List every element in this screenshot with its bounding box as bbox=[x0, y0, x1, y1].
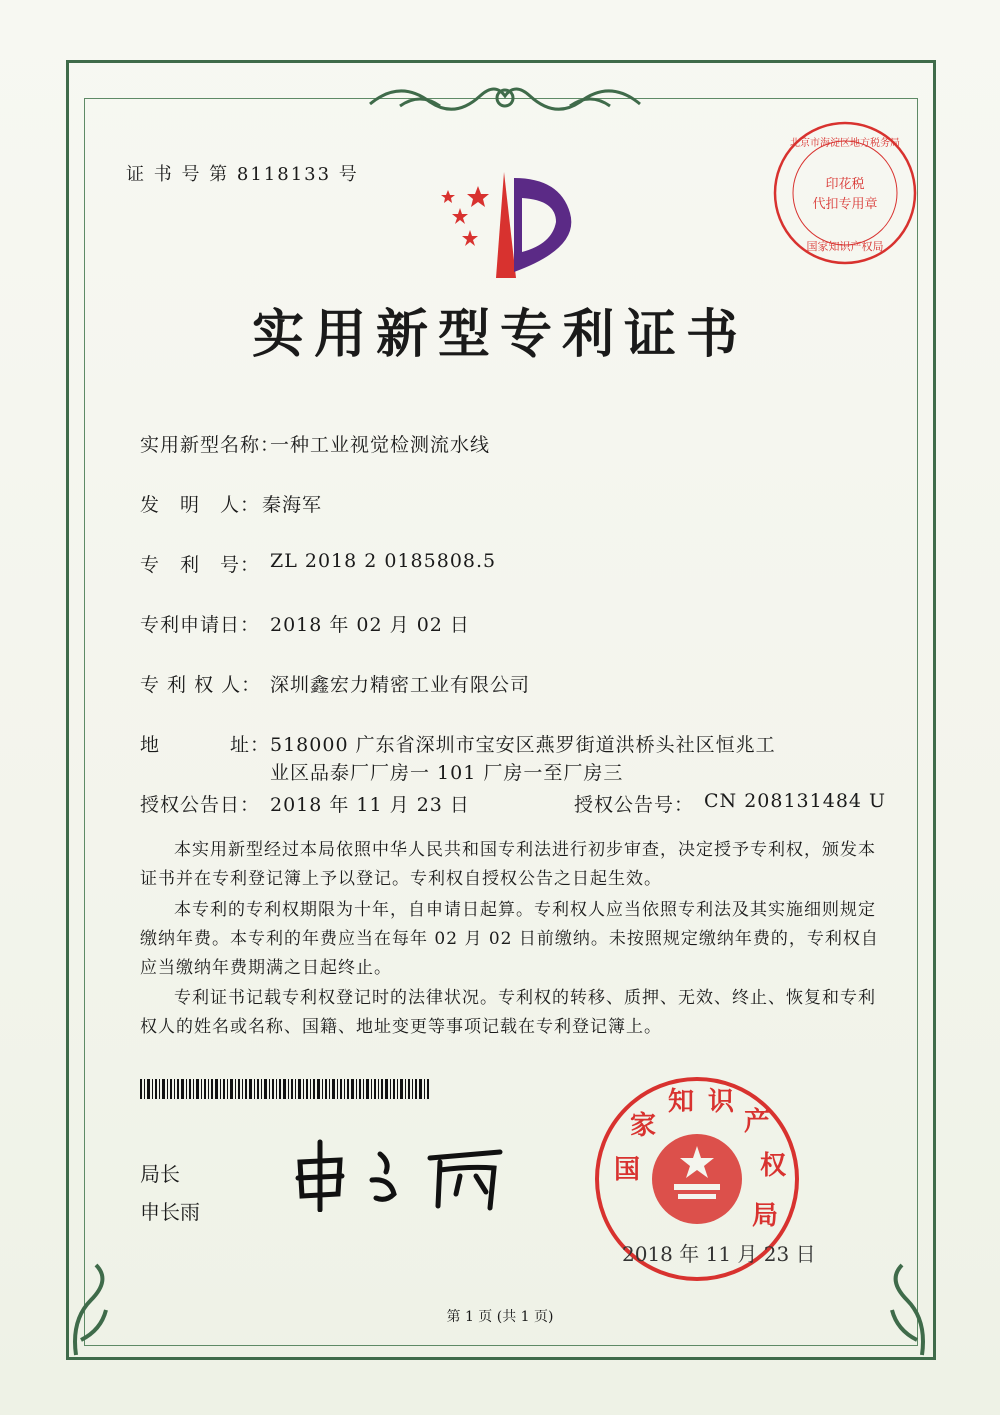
tax-stamp bbox=[770, 118, 920, 268]
svg-text:局: 局 bbox=[752, 1201, 779, 1231]
svg-text:家: 家 bbox=[630, 1111, 657, 1141]
inventor-value: 秦海军 bbox=[262, 494, 323, 516]
grant-number-value: CN 208131484 U bbox=[704, 790, 887, 812]
certificate-number: 证 书 号 第 8118133 号 bbox=[126, 164, 359, 185]
svg-text:国: 国 bbox=[614, 1155, 641, 1185]
barcode bbox=[140, 1079, 430, 1099]
apply-date-label: 专利申请日： bbox=[140, 614, 261, 636]
page-footer: 第 1 页 (共 1 页) bbox=[446, 1309, 554, 1325]
address-line-2: 业区品泰厂厂房一 101 厂房一至厂房三 bbox=[270, 762, 624, 784]
svg-text:权: 权 bbox=[760, 1151, 787, 1181]
stamp-inner-2: 代扣专用章 bbox=[812, 197, 878, 212]
body-paragraph-1: 本实用新型经过本局依照中华人民共和国专利法进行初步审查，决定授予专利权，颁发本证书并在专利登记簿上予以登记。专利权自授权公告之日起生效。 bbox=[140, 840, 876, 889]
stamp-bottom-text: 国家知识产权局 bbox=[806, 240, 884, 253]
body-paragraph-2: 本专利的专利权期限为十年，自申请日起算。专利权人应当依照专利法及其实施细则规定缴纳年费。本专利的年费应当在每年 02 月 02 日前缴纳。未按照规定缴纳年费的，专利权自应当缴纳年费期满之日起终止。 bbox=[140, 900, 879, 978]
stamp-ring-text: 北京市海淀区地方税务局 bbox=[790, 138, 900, 149]
grant-date-label: 授权公告日： bbox=[140, 794, 261, 816]
holder-value: 深圳鑫宏力精密工业有限公司 bbox=[270, 674, 531, 696]
body-paragraph-3: 专利证书记载专利权登记时的法律状况。专利权的转移、质押、无效、终止、恢复和专利权人的姓名或名称、国籍、地址变更等事项记载在专利登记簿上。 bbox=[140, 988, 876, 1037]
holder-label: 专 利 权 人： bbox=[140, 674, 262, 696]
inventor-label: 发 明 人： bbox=[140, 494, 261, 516]
director-name: 申长雨 bbox=[140, 1200, 200, 1224]
name-label: 实用新型名称： bbox=[140, 434, 281, 456]
svg-text:识: 识 bbox=[708, 1087, 735, 1117]
patent-number-label: 专 利 号： bbox=[140, 554, 261, 576]
patent-number-value: ZL 2018 2 0185808.5 bbox=[270, 550, 497, 572]
director-title: 局长 bbox=[140, 1162, 180, 1186]
address-line-1: 518000 广东省深圳市宝安区燕罗街道洪桥头社区恒兆工 bbox=[270, 734, 776, 756]
apply-date-value: 2018 年 02 月 02 日 bbox=[270, 614, 470, 636]
grant-date-value: 2018 年 11 月 23 日 bbox=[270, 794, 470, 816]
seal-date: 2018 年 11 月 23 日 bbox=[622, 1242, 816, 1266]
svg-text:产: 产 bbox=[744, 1107, 771, 1137]
page-title: 实用新型专利证书 bbox=[251, 304, 748, 365]
address-label: 址： bbox=[230, 734, 271, 756]
grant-number-label: 授权公告号： bbox=[574, 794, 695, 816]
svg-text:知: 知 bbox=[668, 1087, 695, 1117]
handwritten-signature bbox=[290, 1132, 510, 1212]
top-ornament bbox=[360, 74, 650, 122]
patent-office-logo-icon bbox=[430, 168, 580, 280]
stamp-inner-1: 印花税 bbox=[825, 177, 865, 192]
address-label-char: 地 bbox=[140, 734, 161, 756]
name-value: 一种工业视觉检测流水线 bbox=[270, 434, 491, 456]
